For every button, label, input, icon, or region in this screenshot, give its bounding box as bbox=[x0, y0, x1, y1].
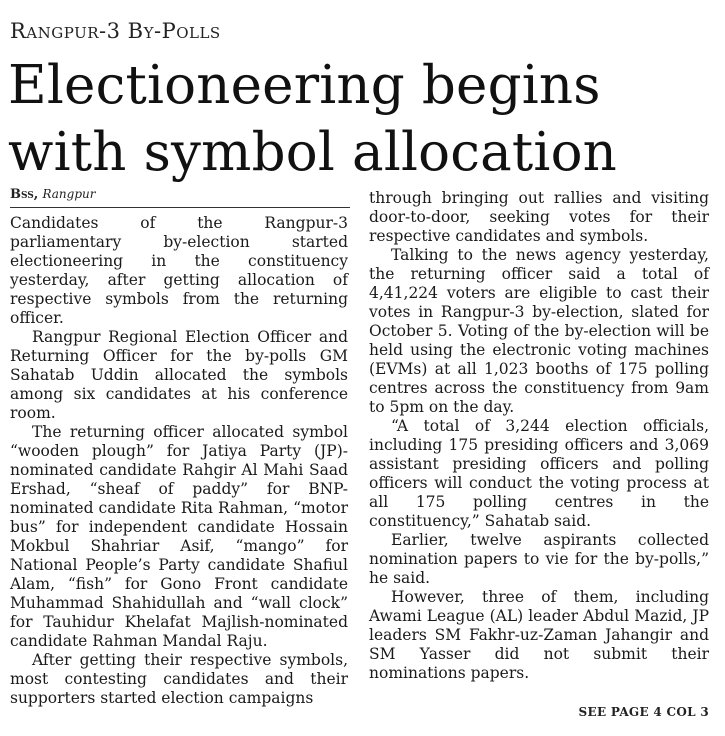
byline-agency: Bss, bbox=[10, 187, 39, 202]
article-column-2 bbox=[369, 189, 709, 683]
paragraph: through bringing out rallies and visiting door-to-door, seeking votes for their respective candidates and symbols. bbox=[369, 189, 709, 245]
section-kicker: Rangpur-3 By-Polls bbox=[10, 19, 221, 43]
paragraph: Talking to the news agency yesterday, the returning officer said a total of 4,41,224 voters are eligible to cast their votes in Rangpur-3 by-election, slated for October 5. Voting of the by-election will be held using the electronic voting machines (EVMs) at all 1,023 booths of 175 polling centres across the constituency from 9am to 5pm on the day. bbox=[369, 246, 709, 416]
article-column-1 bbox=[10, 214, 348, 708]
byline bbox=[10, 186, 96, 203]
paragraph: Earlier, twelve aspirants collected nomination papers to vie for the by-polls,” he said. bbox=[369, 531, 709, 587]
paragraph: Rangpur Regional Election Officer and Returning Officer for the by-polls GM Sahatab Uddin allocated the symbols among six candidates at his conference room. bbox=[10, 328, 348, 422]
paragraph: However, three of them, including Awami League (AL) leader Abdul Mazid, JP leaders SM Fakhr-uz-Zaman Jahangir and SM Yasser did not submit their nominations papers. bbox=[369, 588, 709, 682]
byline-rule bbox=[10, 207, 350, 208]
article-headline: Electioneering begins with symbol allocation bbox=[8, 55, 618, 183]
byline-place: Rangpur bbox=[42, 187, 96, 201]
paragraph: “A total of 3,244 election officials, including 175 presiding officers and 3,069 assistant presiding officers and polling officers will conduct the voting process at all 175 polling centres in the constituency,” Sahatab said. bbox=[369, 417, 709, 530]
paragraph: Candidates of the Rangpur-3 parliamentary by-election started electioneering in the constituency yesterday, after getting allocation of respective symbols from the returning officer. bbox=[10, 214, 348, 327]
paragraph: The returning officer allocated symbol “wooden plough” for Jatiya Party (JP)-nominated candidate Rahgir Al Mahi Saad Ershad, “sheaf of paddy” for BNP-nominated candidate Rita Rahman, “motor bus” for independent candidate Hossain Mokbul Shahriar Asif, “mango” for National People’s Party candidate Shafiul Alam, “fish” for Gono Front candidate Muhammad Shahidullah and “wall clock” for Tauhidur Khelafat Majlish-nominated candidate Rahman Mandal Raju. bbox=[10, 423, 348, 650]
continuation-reference: SEE PAGE 4 COL 3 bbox=[578, 705, 709, 719]
paragraph: After getting their respective symbols, most contesting candidates and their supporters started election campaigns bbox=[10, 651, 348, 707]
